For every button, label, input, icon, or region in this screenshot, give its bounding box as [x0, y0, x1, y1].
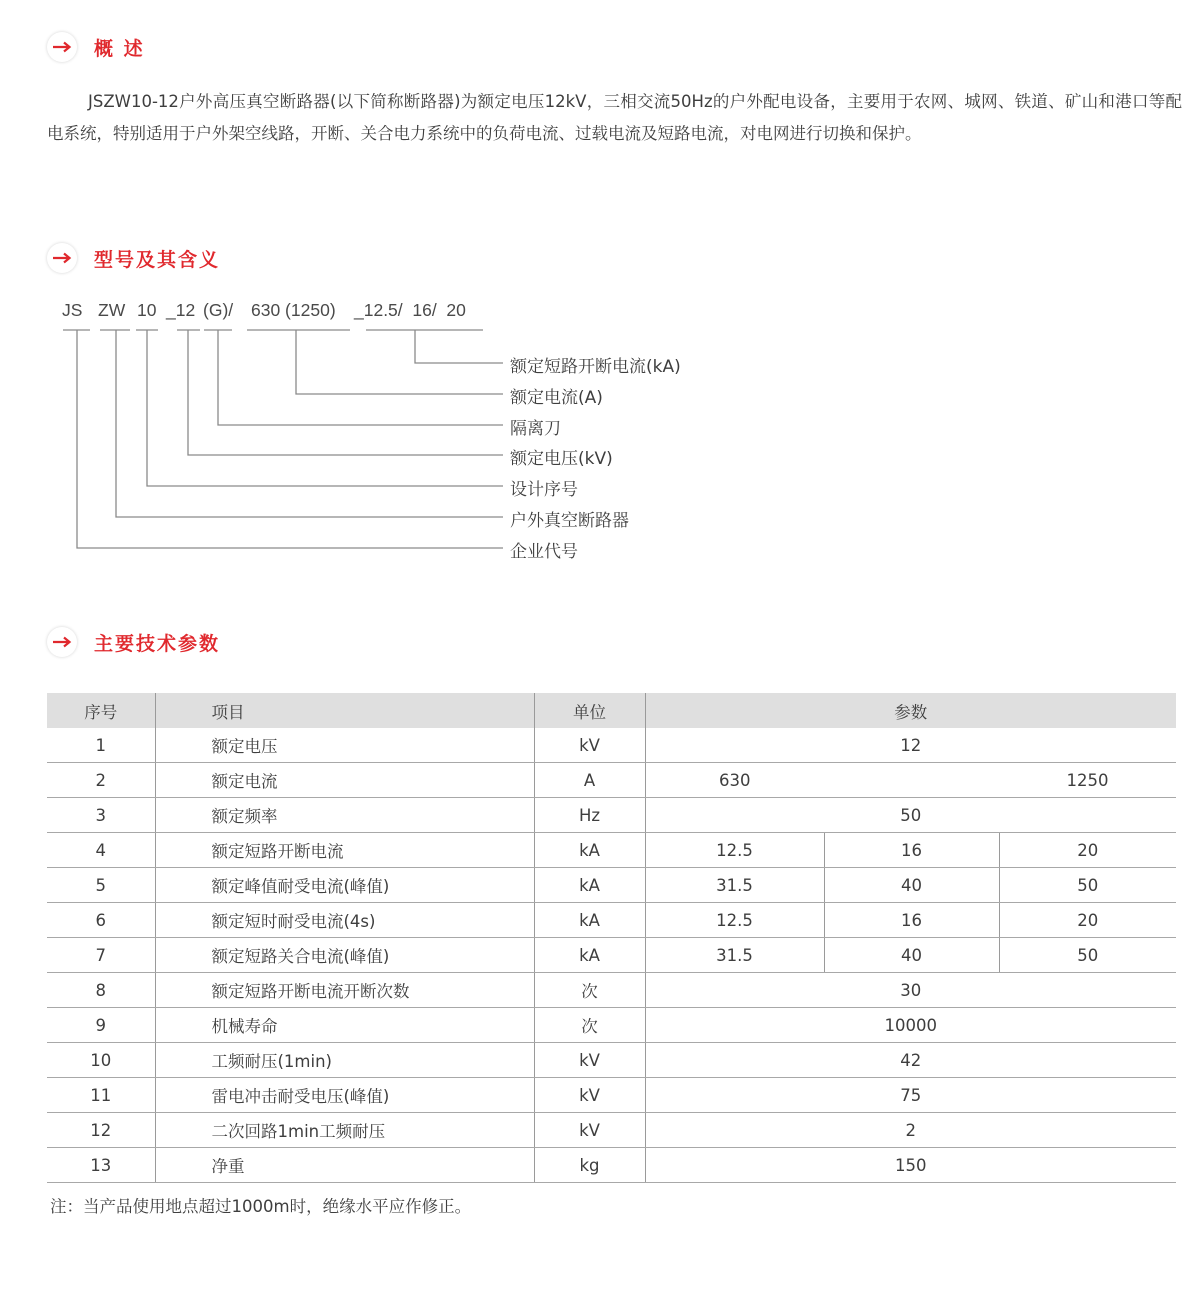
code-segment: 10 [137, 300, 157, 320]
connector-line [296, 330, 503, 394]
cell-item: 额定峰值耐受电流(峰值) [155, 868, 534, 903]
cell-item: 雷电冲击耐受电压(峰值) [155, 1078, 534, 1113]
cell-unit: kA [534, 903, 645, 938]
section-header-specs [47, 625, 220, 659]
connector-line [147, 330, 503, 486]
cell-value: 2 [645, 1113, 1176, 1148]
table-row [47, 763, 1176, 798]
connector-line [415, 330, 503, 363]
cell-item: 额定短路开断电流 [155, 833, 534, 868]
code-segment: (G)/ [203, 300, 234, 320]
diagram-label: 额定短路开断电流(kA) [510, 357, 681, 377]
cell-unit: kg [534, 1148, 645, 1183]
connector-line [116, 330, 503, 517]
cell-unit: Hz [534, 798, 645, 833]
cell-no: 6 [47, 903, 155, 938]
cell-item: 工频耐压(1min) [155, 1043, 534, 1078]
cell-no: 8 [47, 973, 155, 1008]
table-row [47, 973, 1176, 1008]
diagram-label: 设计序号 [510, 480, 578, 500]
code-segment: 630 (1250) [251, 300, 336, 320]
diagram-label: 户外真空断路器 [510, 511, 629, 531]
diagram-label: 隔离刀 [510, 419, 561, 439]
cell-value: 40 [824, 868, 999, 903]
cell-unit: kA [534, 833, 645, 868]
connector-line [188, 330, 503, 455]
cell-unit: kA [534, 868, 645, 903]
cell-no: 7 [47, 938, 155, 973]
cell-spacer [824, 763, 999, 798]
table-row [47, 1113, 1176, 1148]
cell-value: 42 [645, 1043, 1176, 1078]
code-segment: JS [62, 300, 83, 320]
cell-no: 4 [47, 833, 155, 868]
table-row [47, 1148, 1176, 1183]
cell-unit: kA [534, 938, 645, 973]
table-row [47, 1043, 1176, 1078]
arrow-right-icon [47, 627, 77, 657]
footnote: 注：当产品使用地点超过1000m时，绝缘水平应作修正。 [50, 1197, 472, 1216]
cell-value: 20 [999, 903, 1176, 938]
cell-value: 40 [824, 938, 999, 973]
diagram-label: 额定电流(A) [510, 388, 603, 408]
cell-value: 50 [645, 798, 1176, 833]
cell-no: 9 [47, 1008, 155, 1043]
cell-value: 75 [645, 1078, 1176, 1113]
cell-value: 1250 [999, 763, 1176, 798]
cell-value: 16 [824, 833, 999, 868]
header-unit: 单位 [534, 693, 645, 728]
cell-value: 12 [645, 728, 1176, 763]
cell-value: 10000 [645, 1008, 1176, 1043]
cell-item: 净重 [155, 1148, 534, 1183]
section-title: 主要技术参数 [94, 632, 221, 655]
cell-value: 630 [645, 763, 824, 798]
table-row [47, 728, 1176, 763]
section-title: 型号及其含义 [94, 248, 221, 271]
cell-unit: 次 [534, 1008, 645, 1043]
cell-no: 3 [47, 798, 155, 833]
cell-unit: 次 [534, 973, 645, 1008]
cell-unit: kV [534, 1078, 645, 1113]
cell-value: 16 [824, 903, 999, 938]
table-row [47, 833, 1176, 868]
cell-item: 额定电压 [155, 728, 534, 763]
spec-table [47, 693, 1176, 1183]
code-segment: _12.5/ 16/ 20 [354, 300, 466, 320]
cell-no: 1 [47, 728, 155, 763]
header-no: 序号 [47, 693, 155, 728]
cell-value: 31.5 [645, 868, 824, 903]
overview-text: JSZW10-12户外高压真空断路器(以下简称断路器)为额定电压12kV，三相交流50Hz的户外配电设备，主要用于农网、城网、铁道、矿山和港口等配电系统，特别适用于户外架空线路，开断、关合电力系统中的负荷电流、过载电流及短路电流，对电网进行切换和保护。 [47, 92, 1182, 143]
cell-no: 13 [47, 1148, 155, 1183]
cell-value: 50 [999, 868, 1176, 903]
cell-value: 12.5 [645, 833, 824, 868]
cell-item: 机械寿命 [155, 1008, 534, 1043]
cell-no: 2 [47, 763, 155, 798]
cell-value: 20 [999, 833, 1176, 868]
code-segment: ZW [98, 300, 126, 320]
cell-item: 额定短路开断电流开断次数 [155, 973, 534, 1008]
cell-no: 11 [47, 1078, 155, 1113]
table-row [47, 798, 1176, 833]
cell-item: 额定短时耐受电流(4s) [155, 903, 534, 938]
table-row [47, 938, 1176, 973]
cell-no: 5 [47, 868, 155, 903]
cell-unit: kV [534, 1043, 645, 1078]
header-item: 项目 [155, 693, 534, 728]
table-row [47, 868, 1176, 903]
table-row [47, 1008, 1176, 1043]
cell-value: 50 [999, 938, 1176, 973]
table-row [47, 1078, 1176, 1113]
header-params: 参数 [645, 693, 1176, 728]
diagram-label: 额定电压(kV) [510, 449, 613, 469]
cell-value: 150 [645, 1148, 1176, 1183]
code-segment: _12 [166, 300, 196, 320]
cell-no: 10 [47, 1043, 155, 1078]
cell-item: 额定短路关合电流(峰值) [155, 938, 534, 973]
cell-value: 12.5 [645, 903, 824, 938]
table-header-row [47, 693, 1176, 728]
cell-unit: kV [534, 728, 645, 763]
cell-no: 12 [47, 1113, 155, 1148]
cell-item: 额定电流 [155, 763, 534, 798]
cell-value: 30 [645, 973, 1176, 1008]
cell-item: 额定频率 [155, 798, 534, 833]
section-title: 概 述 [94, 37, 145, 60]
cell-item: 二次回路1min工频耐压 [155, 1113, 534, 1148]
cell-unit: kV [534, 1113, 645, 1148]
cell-value: 31.5 [645, 938, 824, 973]
table-row [47, 903, 1176, 938]
diagram-label: 企业代号 [510, 542, 578, 562]
cell-unit: A [534, 763, 645, 798]
connector-line [218, 330, 503, 425]
